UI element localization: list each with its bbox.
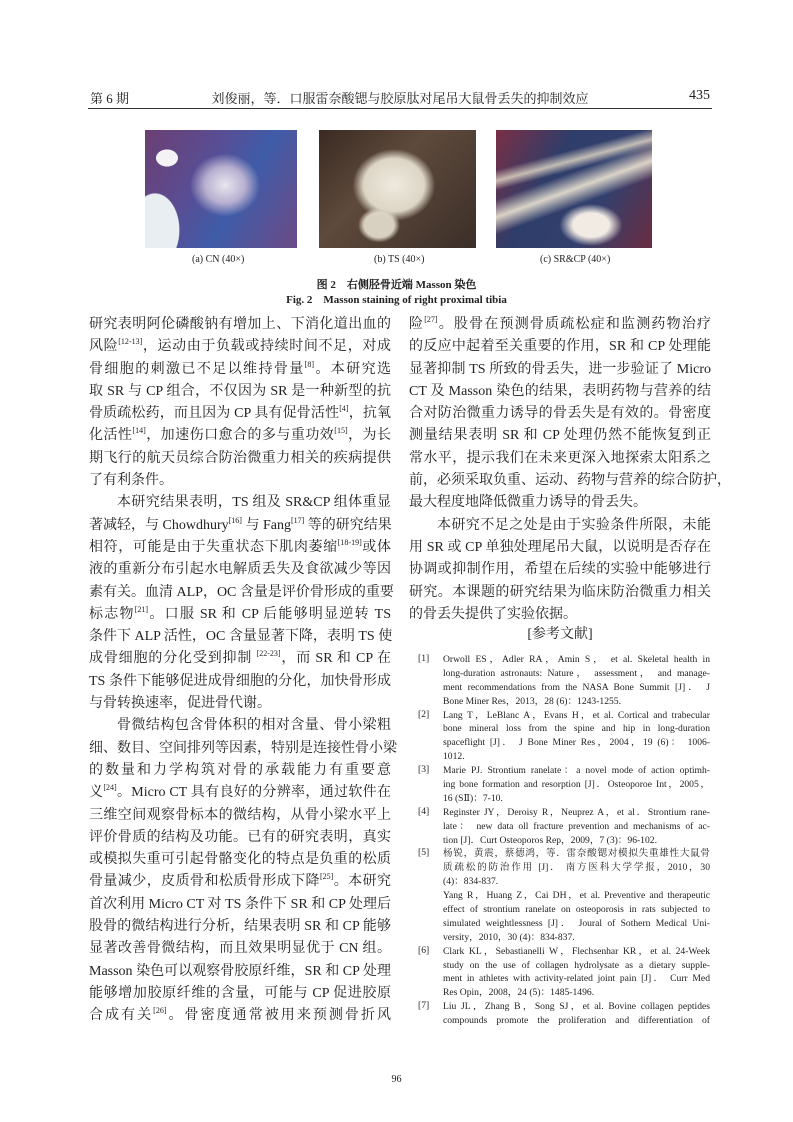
reference-line: bone mineral loss from the spine and hip in long-duration bbox=[443, 723, 710, 735]
text-segment: 三维空间观察骨标本的微结构，从骨小梁水平上 bbox=[89, 807, 391, 823]
citation-superscript: [27] bbox=[424, 315, 438, 324]
text-segment: 相符，可能是由于失重状态下肌肉萎缩 bbox=[89, 539, 338, 555]
reference-line: 杨锐，黄震，蔡德鸿，等．雷奈酸锶对模拟失重雄性大鼠骨 bbox=[443, 848, 710, 860]
body-column-left bbox=[89, 314, 397, 1028]
reference-line: (4)：834-837. bbox=[443, 876, 499, 888]
reference-list bbox=[418, 653, 710, 1028]
citation-superscript: [26] bbox=[153, 1006, 167, 1016]
references-heading: [参考文献] bbox=[527, 627, 593, 642]
text-segment: 素有关。血清 ALP，OC 含量是评价骨形成的重要 bbox=[89, 584, 394, 600]
text-segment: 取 SR 与 CP 组合，不仅因为 SR 是一种新型的抗 bbox=[89, 383, 391, 399]
text-segment: ，加速伤口愈合的多与重功效 bbox=[145, 428, 335, 444]
body-text-line bbox=[409, 403, 711, 425]
body-text-line bbox=[409, 381, 711, 403]
body-text-line bbox=[89, 715, 391, 737]
reference-line: Orwoll ES，Adler RA，Amin S， et al. Skeletal health in bbox=[443, 654, 710, 665]
body-text-line bbox=[89, 425, 391, 447]
reference-line: Liu JL，Zhang B，Song SJ，et al. Bovine collagen peptides bbox=[443, 1001, 710, 1013]
citation-superscript: [25] bbox=[319, 872, 334, 882]
reference-item bbox=[418, 653, 710, 709]
reference-line: Clark KL，Sebastianelli W，Flechsenhar KR，et al. 24-Week bbox=[443, 945, 710, 957]
text-segment: 骨微结构包含骨体积的相对含量、骨小梁粗 bbox=[117, 718, 391, 734]
body-text-line bbox=[89, 983, 391, 1005]
text-segment: ，抗氧 bbox=[348, 406, 391, 422]
text-segment: 著减轻，与 Chowdhury bbox=[89, 517, 229, 533]
body-text-line bbox=[89, 537, 391, 559]
reference-number: [1] bbox=[418, 653, 430, 664]
reference-line: ment recommendations from the NASA Bone Summit [J]． J bbox=[443, 681, 710, 693]
body-text-line bbox=[89, 827, 391, 849]
citation-superscript: [21] bbox=[134, 604, 149, 614]
text-segment: 股骨的微结构进行分析，结果表明 SR 和 CP 能够 bbox=[89, 919, 391, 935]
body-text-line bbox=[409, 537, 711, 559]
text-segment: 测量结果表明 SR 和 CP 处理仍然不能恢复到正 bbox=[409, 428, 711, 444]
citation-superscript: [24] bbox=[103, 783, 117, 793]
text-segment: ，运动由于负载或持续时间不足，对成 bbox=[142, 339, 392, 355]
text-segment: 。本研究选 bbox=[313, 361, 392, 377]
reference-line: long-duration astronauts: Nature， assessment， and manage- bbox=[443, 667, 710, 679]
reference-line: Yang R，Huang Z，Cai DH，et al. Preventive and therapeutic bbox=[443, 890, 710, 902]
body-text-line bbox=[89, 648, 391, 670]
body-text-line bbox=[89, 849, 391, 871]
text-segment: 协调或抑制作用，希望在后续的实验中能够进行 bbox=[409, 562, 711, 578]
text-segment: 本研究结果表明，TS 组及 SR&CP 组体重显 bbox=[117, 495, 391, 511]
body-text-line bbox=[89, 938, 391, 960]
reference-line: compounds promote the proliferation and differentiation of bbox=[443, 1015, 710, 1027]
body-text-line bbox=[409, 359, 711, 381]
body-text-line bbox=[89, 492, 391, 514]
body-text-line bbox=[89, 359, 391, 381]
text-segment: 合对防治微重力诱导的骨丢失是有效的。骨密度 bbox=[409, 406, 711, 422]
citation-superscript: [22-23] bbox=[256, 649, 281, 659]
body-text-line bbox=[89, 805, 391, 827]
text-segment: ，为长 bbox=[347, 428, 392, 444]
text-segment: 首次利用 Micro CT 对 TS 条件下 SR 和 CP 处理后 bbox=[89, 896, 391, 912]
reference-line: ment in athletes with activity-related joint pain [J]． Curr Med bbox=[443, 973, 710, 985]
text-segment: 。Micro CT 具有良好的分辨率，通过软件在 bbox=[116, 785, 391, 801]
citation-superscript: [12-13] bbox=[118, 337, 143, 347]
text-segment: 前，必须采取负重、运动、药物与营养的综合防护， bbox=[409, 473, 731, 489]
reference-line: 1012. bbox=[443, 751, 465, 763]
reference-item bbox=[418, 709, 710, 765]
reference-line: Lang T，LeBlanc A，Evans H，et al. Cortical and trabecular bbox=[443, 709, 710, 721]
text-segment: 常水平，提示我们在未来更深入地探索太阳系之 bbox=[409, 450, 711, 466]
body-text-line bbox=[409, 448, 711, 470]
body-text-line bbox=[89, 314, 391, 336]
reference-line: 16 (SⅡ)：7-10. bbox=[443, 792, 503, 804]
text-segment: 液的重新分布引起水电解质丢失及食欲减少等因 bbox=[89, 562, 391, 578]
text-segment: Masson 染色可以观察骨胶原纤维，SR 和 CP 处理 bbox=[89, 963, 391, 979]
text-segment: 化活性 bbox=[89, 428, 133, 444]
reference-item bbox=[418, 847, 710, 889]
body-text-line bbox=[89, 894, 391, 916]
text-segment: 与 Fang bbox=[241, 517, 291, 533]
reference-line: effect of strontium ranelate on osteoporosis in rats subjected to bbox=[443, 904, 710, 916]
figure-image-ts bbox=[319, 130, 476, 248]
body-text-line bbox=[409, 470, 731, 492]
body-text-line bbox=[89, 559, 391, 581]
figure-image-sr-cp bbox=[496, 130, 652, 248]
figure-caption-cn: 图 2 右侧胫骨近端 Masson 染色 bbox=[316, 279, 477, 291]
reference-number: [4] bbox=[418, 805, 430, 817]
citation-superscript: [4] bbox=[339, 404, 349, 414]
body-text-line bbox=[89, 604, 391, 626]
citation-superscript: [16] bbox=[228, 515, 242, 525]
body-text-line bbox=[89, 961, 391, 983]
body-text-line bbox=[409, 492, 711, 514]
running-header-issue: 第 6 期 bbox=[90, 91, 130, 106]
body-text-line bbox=[89, 1005, 391, 1027]
text-segment: 合成有关 bbox=[89, 1008, 154, 1024]
body-text-line bbox=[409, 336, 711, 358]
text-segment: 的数量和力学构筑对骨的承载能力有重要意 bbox=[89, 762, 391, 778]
reference-line: Marie PJ. Strontium ranelate：a novel mode of action optimh- bbox=[443, 765, 710, 777]
reference-item bbox=[418, 806, 710, 848]
citation-superscript: [8] bbox=[304, 359, 314, 369]
reference-number: [5] bbox=[418, 847, 430, 859]
text-segment: TS 条件下能够促进成骨细胞的分化，加快骨形成 bbox=[89, 673, 391, 689]
body-text-line bbox=[409, 582, 711, 604]
body-text-line bbox=[89, 381, 391, 403]
reference-line: simulated weightlessness [J]． Joural of Sothern Medical Uni- bbox=[443, 917, 710, 929]
text-segment: 细、数目、空间排列等因素，特别是连接性骨小梁 bbox=[89, 740, 397, 756]
citation-superscript: [18-19] bbox=[337, 537, 362, 547]
reference-line: Res Opin，2008，24 (5)：1485-1496. bbox=[443, 987, 595, 999]
text-segment: 骨质疏松药，而且因为 CP 具有促骨活性 bbox=[89, 406, 340, 422]
body-column-right bbox=[409, 314, 731, 626]
text-segment: 评价骨质的结构及功能。已有的研究表明，真实 bbox=[89, 829, 391, 845]
subcaption-b: (b) TS (40×) bbox=[374, 254, 425, 265]
body-text-line bbox=[409, 314, 711, 336]
text-segment: 最大程度地降低微重力诱导的骨丢失。 bbox=[409, 495, 647, 511]
text-segment: 能够增加胶原纤维的含量，可能与 CP 促进胶原 bbox=[89, 985, 391, 1001]
reference-item bbox=[418, 945, 710, 1001]
text-segment: 了有利条件。 bbox=[89, 473, 173, 489]
citation-superscript: [14] bbox=[132, 426, 146, 436]
reference-number: [6] bbox=[418, 944, 430, 956]
text-segment: 与骨转换速率，促进骨代谢。 bbox=[89, 696, 271, 712]
reference-item bbox=[418, 764, 710, 806]
figure-caption-en: Fig. 2 Masson staining of right proximal tibia bbox=[286, 294, 507, 306]
body-text-line bbox=[89, 871, 391, 893]
text-segment: 风险 bbox=[89, 339, 119, 355]
body-text-line bbox=[89, 336, 391, 358]
reference-line: 质疏松的防治作用 [J]． 南方医科大学学报，2010，30 bbox=[443, 862, 710, 874]
text-segment: 的反应中起着至关重要的作用，SR 和 CP 处理能 bbox=[409, 339, 711, 355]
text-segment: 成骨细胞的分化受到抑制 bbox=[89, 651, 257, 667]
citation-superscript: [15] bbox=[334, 426, 348, 436]
text-segment: 显著改善骨微结构，而且效果明显优于 CN 组。 bbox=[89, 941, 391, 957]
text-segment: 显著抑制 TS 所致的骨丢失，进一步验证了 Micro bbox=[409, 361, 711, 377]
reference-line: tion [J]．Curt Osteoporos Rep，2009，7 (3)：96-102. bbox=[443, 834, 657, 846]
body-text-line bbox=[89, 582, 394, 604]
reference-line: ing bone formation and resorption [J]．Osteoporoe Int，2005， bbox=[443, 779, 710, 791]
reference-line: Reginster JY，Deroisy R，Neuprez A，et al．Strontium rane- bbox=[443, 806, 710, 818]
body-text-line bbox=[89, 693, 391, 715]
text-segment: 义 bbox=[89, 785, 104, 801]
body-text-line bbox=[89, 916, 391, 938]
text-segment: 研究。本课题的研究结果为临床防治微重力相关 bbox=[409, 584, 711, 600]
footer-page-number: 96 bbox=[391, 1074, 402, 1085]
body-text-line bbox=[89, 738, 397, 760]
reference-line: study on the use of collagen hydrolysate as a dietary supple- bbox=[443, 959, 710, 971]
body-text-line bbox=[409, 515, 711, 537]
text-segment: 。股骨在预测骨质疏松症和监测药物治疗 bbox=[437, 317, 712, 332]
text-segment: 用 SR 或 CP 单独处理尾吊大鼠，以说明是否存在 bbox=[409, 539, 711, 555]
text-segment: 研究表明阿伦磷酸钠有增加上、下消化道出血的 bbox=[89, 317, 391, 332]
text-segment: ，而 SR 和 CP 在 bbox=[280, 651, 391, 667]
running-header-title: 刘俊丽，等．口服雷奈酸锶与胶原肽对尾吊大鼠骨丢失的抑制效应 bbox=[211, 91, 589, 106]
text-segment: 骨细胞的刺激已不足以维持骨量 bbox=[89, 361, 305, 377]
reference-line: late： new data oll fracture prevention and mechanisms of ac- bbox=[443, 820, 710, 832]
header-rule bbox=[88, 108, 712, 109]
citation-superscript: [17] bbox=[290, 515, 305, 525]
text-segment: 期飞行的航天员综合防治微重力相关的疾病提供 bbox=[89, 450, 391, 466]
body-text-line bbox=[89, 626, 391, 648]
body-text-line bbox=[409, 559, 711, 581]
text-segment: CT 及 Masson 染色的结果，表明药物与营养的结 bbox=[409, 383, 711, 399]
text-segment: 或体 bbox=[361, 539, 392, 555]
body-text-line bbox=[89, 448, 391, 470]
text-segment: 条件下 ALP 活性，OC 含量显著下降，表明 TS 使 bbox=[89, 629, 393, 645]
reference-line: Bone Miner Res，2013，28 (6)：1243-1255. bbox=[443, 695, 621, 707]
reference-number: [3] bbox=[418, 764, 430, 776]
running-header-page-number: 435 bbox=[689, 88, 710, 103]
text-segment: 的骨丢失提供了实验依据。 bbox=[409, 606, 577, 622]
text-segment: 险 bbox=[409, 317, 425, 332]
reference-number: [2] bbox=[418, 708, 430, 720]
reference-line: spaceflight [J]． J Bone Miner Res，2004，19 (6)： 1006- bbox=[443, 737, 710, 749]
subcaption-c: (c) SR&CP (40×) bbox=[540, 254, 611, 265]
text-segment: 等的研究结果 bbox=[304, 517, 392, 533]
text-segment: 或模拟失重可引起骨骼变化的特点是负重的松质 bbox=[89, 852, 391, 868]
reference-number: [7] bbox=[418, 1000, 430, 1012]
body-text-line bbox=[89, 515, 391, 537]
text-segment: 。本研究 bbox=[333, 874, 391, 890]
body-text-line bbox=[89, 782, 391, 804]
figure-image-cn bbox=[145, 130, 297, 248]
text-segment: 骨量减少，皮质骨和松质骨形成下降 bbox=[89, 874, 320, 890]
body-text-line bbox=[409, 425, 711, 447]
subcaption-a: (a) CN (40×) bbox=[192, 254, 245, 265]
body-text-line bbox=[89, 403, 391, 425]
text-segment: 。口服 SR 和 CP 后能够明显逆转 TS bbox=[148, 606, 391, 622]
text-segment: 标志物 bbox=[89, 606, 135, 622]
reference-item bbox=[418, 889, 710, 945]
reference-line: versity，2010，30 (4)：834-837. bbox=[443, 931, 575, 943]
reference-item bbox=[418, 1000, 710, 1028]
body-text-line bbox=[89, 760, 391, 782]
body-text-line bbox=[89, 470, 391, 492]
body-text-line bbox=[89, 671, 391, 693]
text-segment: 本研究不足之处是由于实验条件所限，未能 bbox=[437, 517, 711, 533]
text-segment: 。骨密度通常被用来预测骨折风 bbox=[166, 1008, 392, 1024]
